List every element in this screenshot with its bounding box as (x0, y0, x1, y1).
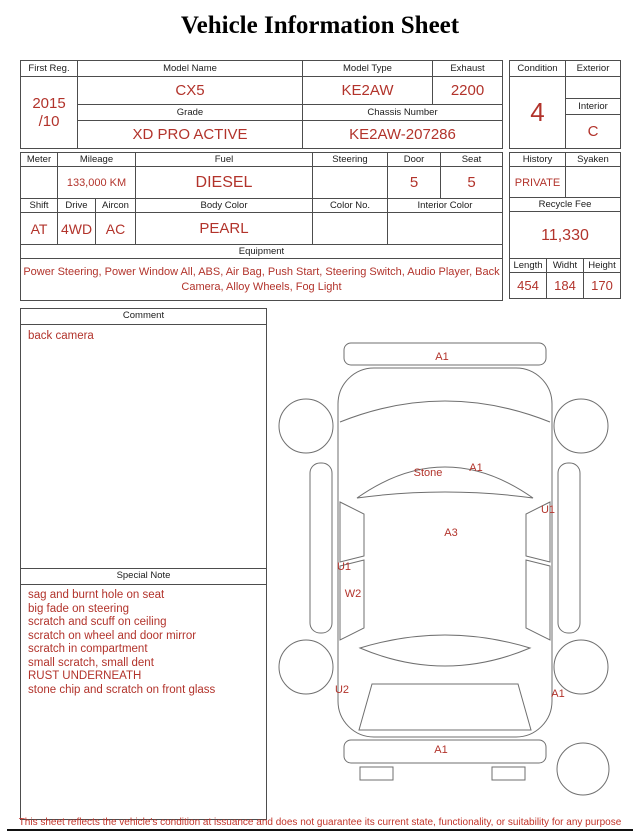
fuel-value: DIESEL (136, 167, 313, 199)
first-reg-year: 2015 (32, 95, 66, 113)
rear-left-wheel (279, 640, 333, 694)
meter-label: Meter (21, 153, 58, 167)
front-left-wheel (279, 399, 333, 453)
steering-label: Steering (313, 153, 388, 167)
interior-value: C (566, 115, 621, 149)
special-note-item: stone chip and scratch on front glass (28, 683, 216, 696)
right-rear-window (526, 560, 550, 640)
steering-value (313, 167, 388, 199)
interior-color-label: Interior Color (388, 199, 503, 213)
color-no-label: Color No. (313, 199, 388, 213)
height-value: 170 (584, 273, 621, 299)
chassis-number-value: KE2AW-207286 (303, 121, 503, 149)
comment-label: Comment (21, 309, 266, 325)
model-name-value: CX5 (78, 77, 303, 105)
special-note-item: scratch in compartment (28, 643, 148, 656)
exterior-label: Exterior (566, 61, 621, 77)
mark-left-rear-wheel: U2 (334, 684, 350, 696)
mark-roof: A3 (444, 527, 458, 539)
body-color-value: PEARL (136, 213, 313, 245)
page-title: Vehicle Information Sheet (180, 12, 460, 39)
width-label: Widht (547, 259, 584, 273)
history-label: History (510, 153, 566, 167)
comment-value: back camera (28, 330, 94, 342)
rear-window (360, 635, 530, 666)
condition-value: 4 (510, 77, 566, 149)
mark-rear-bumper: A1 (434, 744, 448, 756)
mileage-value: 133,000 KM (58, 167, 136, 199)
bottom-border-line (7, 829, 633, 831)
exhaust-value: 2200 (433, 77, 503, 105)
body-color-label: Body Color (136, 199, 313, 213)
recycle-fee-label: Recycle Fee (510, 198, 621, 212)
shift-value: AT (21, 213, 58, 245)
windshield (357, 467, 533, 498)
spec-table (20, 152, 503, 301)
seat-value: 5 (441, 167, 503, 199)
special-note-item: sag and burnt hole on seat (28, 589, 165, 601)
mark-right-rear-panel: A1 (551, 688, 565, 700)
mark-left-rear-door-w2: W2 (344, 588, 362, 600)
exterior-value (566, 77, 621, 99)
special-note-item: big fade on steering (28, 602, 130, 615)
mark-left-rear-door-u1: U1 (336, 561, 352, 573)
model-type-label: Model Type (303, 61, 433, 77)
first-reg-label: First Reg. (21, 61, 78, 77)
mark-windshield-a1: A1 (469, 462, 483, 474)
shift-label: Shift (21, 199, 58, 213)
mileage-label: Mileage (58, 153, 136, 167)
chassis-number-label: Chassis Number (303, 105, 503, 121)
right-side-panel (558, 463, 580, 633)
exhaust-right (492, 767, 525, 780)
condition-table (509, 60, 621, 149)
recycle-fee-table (509, 197, 621, 260)
hood-line (340, 401, 550, 422)
grade-value: XD PRO ACTIVE (78, 121, 303, 149)
syaken-value (566, 167, 621, 199)
length-value: 454 (510, 273, 547, 299)
identity-table (20, 60, 503, 149)
mark-front-bumper: A1 (435, 351, 449, 363)
left-front-window (340, 502, 364, 562)
grade-label: Grade (78, 105, 303, 121)
spare-wheel (557, 743, 609, 795)
model-name-label: Model Name (78, 61, 303, 77)
meter-value (21, 167, 58, 199)
special-note-list (21, 585, 266, 702)
car-damage-diagram (265, 310, 625, 810)
mark-right-front-door: U1 (540, 504, 556, 516)
exhaust-label: Exhaust (433, 61, 503, 77)
door-label: Door (388, 153, 441, 167)
condition-label: Condition (510, 61, 566, 77)
special-note-label: Special Note (21, 569, 266, 585)
interior-label: Interior (566, 99, 621, 115)
mark-windshield-stone: Stone (413, 467, 443, 479)
first-reg-month: /10 (38, 112, 60, 130)
special-note-item: scratch on wheel and door mirror (28, 629, 197, 642)
exhaust-left (360, 767, 393, 780)
door-value: 5 (388, 167, 441, 199)
interior-color-value (388, 213, 503, 245)
aircon-label: Aircon (96, 199, 136, 213)
comment-box (20, 308, 267, 570)
model-type-value: KE2AW (303, 77, 433, 105)
trunk (359, 684, 531, 730)
dimensions-table (509, 258, 621, 299)
special-note-item: scratch and scuff on ceiling (28, 616, 167, 629)
special-note-item: small scratch, small dent (28, 656, 154, 669)
length-label: Length (510, 259, 547, 273)
seat-label: Seat (441, 153, 503, 167)
left-side-panel (310, 463, 332, 633)
car-body-outline (338, 368, 552, 737)
recycle-fee-value: 11,330 (510, 212, 621, 260)
equipment-value: Power Steering, Power Window All, ABS, Air Bag, Push Start, Steering Switch, Audio Player, Back Camera, Alloy Wheels, Fog Light (21, 259, 503, 301)
drive-label: Drive (58, 199, 96, 213)
width-value: 184 (547, 273, 584, 299)
equipment-label: Equipment (21, 245, 503, 259)
history-value: PRIVATE (510, 167, 566, 199)
history-table (509, 152, 621, 199)
aircon-value: AC (96, 213, 136, 245)
disclaimer-text: This sheet reflects the vehicle's condition at issuance and does not guarantee its current state, functionality, or suitability for any purpose (18, 817, 622, 828)
rear-right-wheel (554, 640, 608, 694)
color-no-value (313, 213, 388, 245)
first-reg-value (21, 77, 78, 149)
syaken-label: Syaken (566, 153, 621, 167)
fuel-label: Fuel (136, 153, 313, 167)
height-label: Height (584, 259, 621, 273)
front-right-wheel (554, 399, 608, 453)
special-note-item: RUST UNDERNEATH (28, 670, 142, 683)
special-note-box (20, 568, 267, 820)
drive-value: 4WD (58, 213, 96, 245)
